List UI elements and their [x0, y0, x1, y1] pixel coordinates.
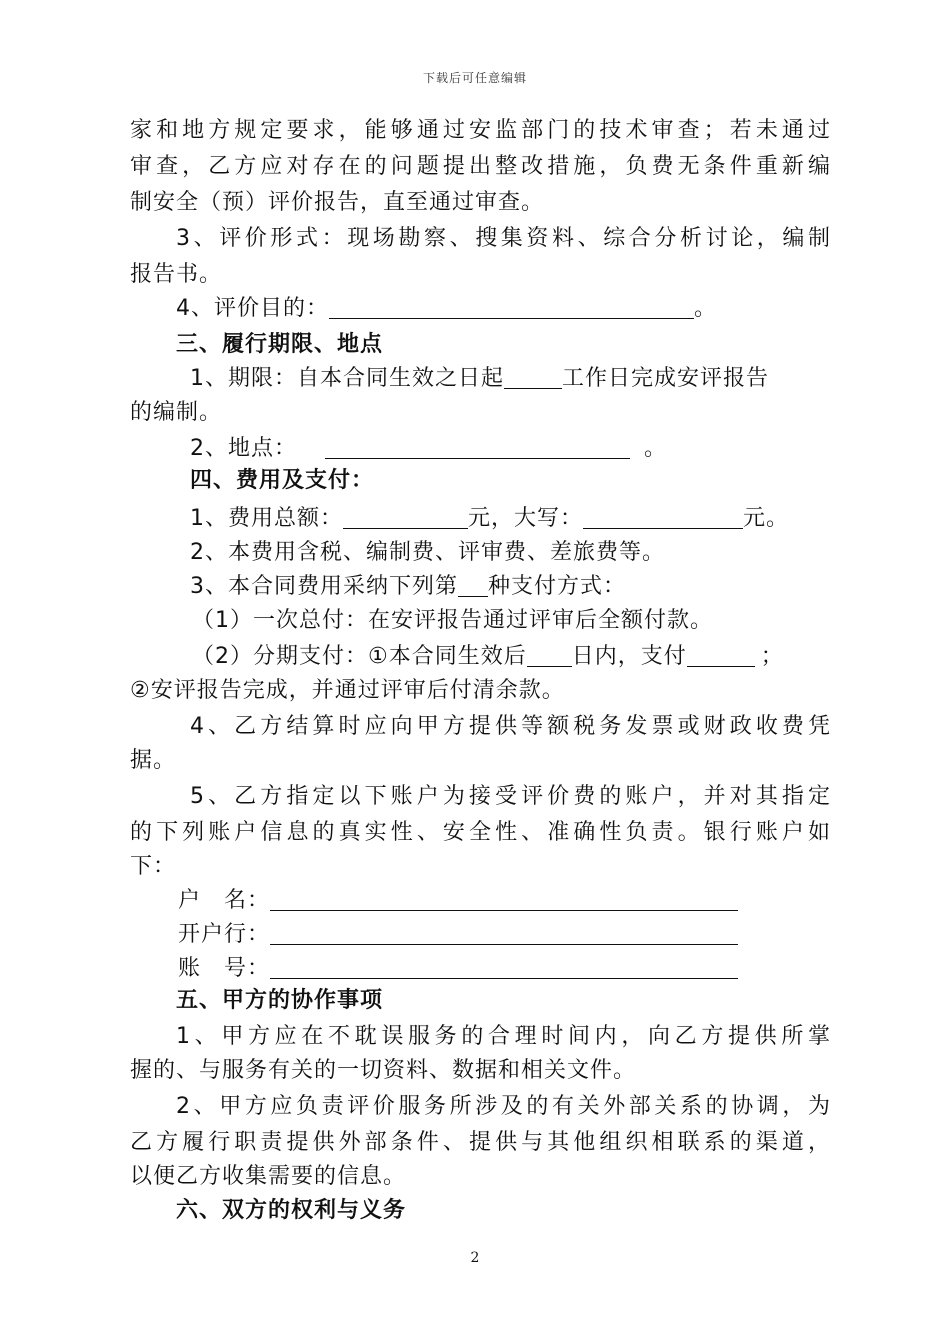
term-days-blank[interactable] — [504, 366, 562, 389]
page-header: 下载后可任意编辑 — [422, 71, 527, 85]
term-line — [190, 364, 769, 394]
account-number-line — [178, 954, 738, 984]
text-line: 报告书。 — [130, 262, 223, 287]
account-bank-line — [178, 920, 738, 950]
text-line: 以便乙方收集需要的信息。 — [130, 1164, 407, 1189]
text-line: 制安全（预）评价报告，直至通过审查。 — [130, 190, 545, 215]
text-line: （1）一次总付：在安评报告通过评审后全额付款。 — [192, 608, 713, 633]
text-line: ②安评报告完成，并通过评审后付清余款。 — [130, 678, 565, 703]
section-heading: 五、甲方的协作事项 — [176, 988, 384, 1013]
term-label: 1、期限：自本合同生效之日起 — [190, 366, 504, 391]
fee-total-label: 1、费用总额： — [190, 506, 343, 531]
installment-days-blank[interactable] — [527, 644, 572, 667]
payment-method-line — [190, 572, 626, 602]
location-blank[interactable] — [325, 436, 630, 459]
text-line: 的下列账户信息的真实性、安全性、准确性负责。银行账户如 — [130, 820, 830, 845]
account-bank-blank[interactable] — [270, 922, 738, 945]
installment-line — [192, 642, 784, 672]
payment-method-label: 3、本合同费用采纳下列第 — [190, 574, 458, 599]
location-label: 2、地点： — [190, 436, 297, 461]
punct: 。 — [644, 436, 668, 461]
section-heading: 三、履行期限、地点 — [176, 332, 384, 357]
term-text: 工作日完成安评报告 — [562, 366, 770, 391]
text-line: 的编制。 — [130, 400, 223, 425]
account-name-blank[interactable] — [270, 888, 738, 911]
section-heading: 四、费用及支付： — [190, 468, 375, 493]
payment-method-blank[interactable] — [458, 574, 488, 597]
account-name-line — [178, 886, 738, 916]
text-line: 握的、与服务有关的一切资料、数据和相关文件。 — [130, 1058, 637, 1083]
fee-mid: 元，大写： — [468, 506, 584, 531]
punct: 。 — [694, 296, 718, 321]
fee-total-line — [190, 504, 789, 534]
eval-purpose-label: 4、评价目的： — [176, 296, 329, 321]
text-line: 据。 — [130, 748, 177, 773]
payment-method-text: 种支付方式： — [488, 574, 627, 599]
text-line: 家和地方规定要求，能够通过安监部门的技术审查；若未通过 — [130, 118, 830, 143]
section-heading: 六、双方的权利与义务 — [176, 1198, 407, 1223]
account-number-label: 账 号： — [178, 956, 271, 981]
punct: ； — [760, 644, 784, 669]
text-line: 4、乙方结算时应向甲方提供等额税务发票或财政收费凭 — [190, 714, 830, 739]
installment-amount-blank[interactable] — [687, 644, 755, 667]
location-line — [190, 434, 667, 464]
account-bank-label: 开户行： — [178, 922, 271, 947]
installment-mid: 日内，支付 — [571, 644, 687, 669]
text-line: 3、评价形式：现场勘察、搜集资料、综合分析讨论，编制 — [176, 226, 830, 251]
fee-end: 元。 — [743, 506, 790, 531]
account-name-label: 户 名： — [178, 888, 271, 913]
installment-label: （2）分期支付：①本合同生效后 — [192, 644, 527, 669]
text-line: 2、甲方应负责评价服务所涉及的有关外部关系的协调，为 — [176, 1094, 830, 1119]
eval-purpose-blank[interactable] — [329, 296, 694, 319]
text-line: 下： — [130, 854, 177, 879]
text-line: 1、甲方应在不耽误服务的合理时间内，向乙方提供所掌 — [176, 1024, 830, 1049]
text-line: 审查，乙方应对存在的问题提出整改措施，负费无条件重新编 — [130, 154, 830, 179]
fee-amount-words-blank[interactable] — [583, 506, 743, 529]
text-line: 5、乙方指定以下账户为接受评价费的账户，并对其指定 — [190, 784, 830, 809]
page-number: 2 — [470, 1250, 480, 1266]
text-line: 2、本费用含税、编制费、评审费、差旅费等。 — [190, 540, 665, 565]
eval-purpose-line — [176, 294, 717, 324]
fee-amount-blank[interactable] — [343, 506, 468, 529]
text-line: 乙方履行职责提供外部条件、提供与其他组织相联系的渠道， — [130, 1130, 830, 1155]
account-number-blank[interactable] — [270, 956, 738, 979]
